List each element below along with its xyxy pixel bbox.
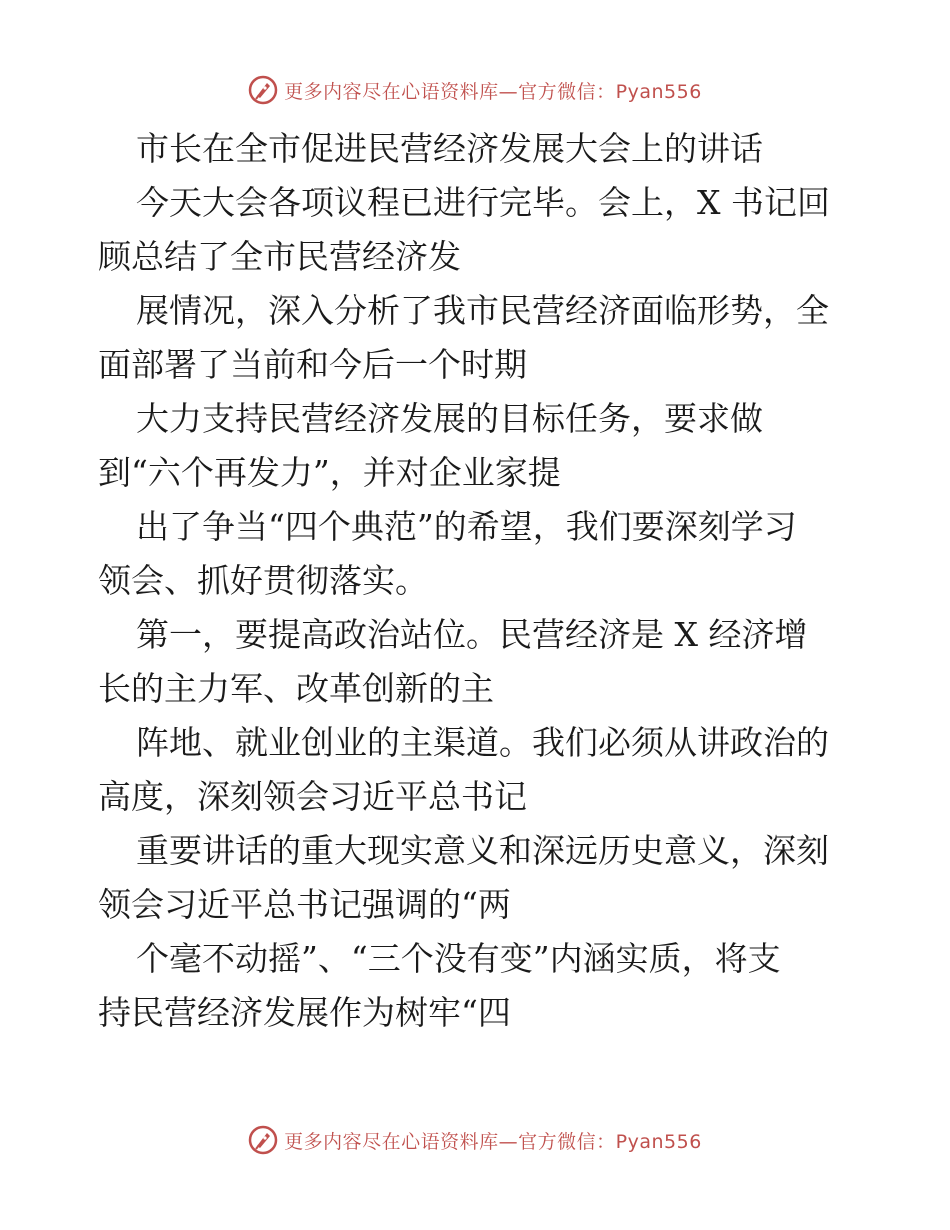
pen-nib-logo-icon (248, 75, 278, 105)
text-line: 阵地、就业创业的主渠道。我们必须从讲政治的 (136, 723, 829, 762)
watermark-text: 更多内容尽在心语资料库—官方微信：Pyan556 (284, 1130, 702, 1153)
text-line: 长的主力军、改革创新的主 (98, 669, 494, 708)
header-watermark (0, 70, 950, 110)
text-line: 到“六个再发力”，并对企业家提 (98, 453, 561, 492)
text-line: 展情况，深入分析了我市民营经济面临形势，全 (136, 291, 829, 330)
text-line: 第一，要提高政治站位。民营经济是 X 经济增 (136, 615, 808, 654)
text-line: 重要讲话的重大现实意义和深远历史意义，深刻 (136, 831, 829, 870)
watermark-text: 更多内容尽在心语资料库—官方微信：Pyan556 (284, 80, 702, 103)
text-line: 面部署了当前和今后一个时期 (98, 345, 527, 384)
text-line: 领会、抓好贯彻落实。 (98, 561, 428, 600)
text-line: 顾总结了全市民营经济发 (98, 237, 461, 276)
text-line: 出了争当“四个典范”的希望，我们要深刻学习 (136, 507, 797, 546)
text-line: 今天大会各项议程已进行完毕。会上，X 书记回 (136, 183, 830, 222)
text-line: 大力支持民营经济发展的目标任务，要求做 (136, 399, 763, 438)
pen-nib-logo-icon (248, 1125, 278, 1155)
text-line: 个毫不动摇”、“三个没有变”内涵实质，将支 (136, 939, 781, 978)
footer-watermark (0, 1120, 950, 1160)
document-title: 市长在全市促进民营经济发展大会上的讲话 (136, 129, 763, 168)
document-body (98, 122, 858, 1040)
text-line: 持民营经济发展作为树牢“四 (98, 993, 511, 1032)
text-line: 领会习近平总书记强调的“两 (98, 885, 511, 924)
text-line: 高度，深刻领会习近平总书记 (98, 777, 527, 816)
